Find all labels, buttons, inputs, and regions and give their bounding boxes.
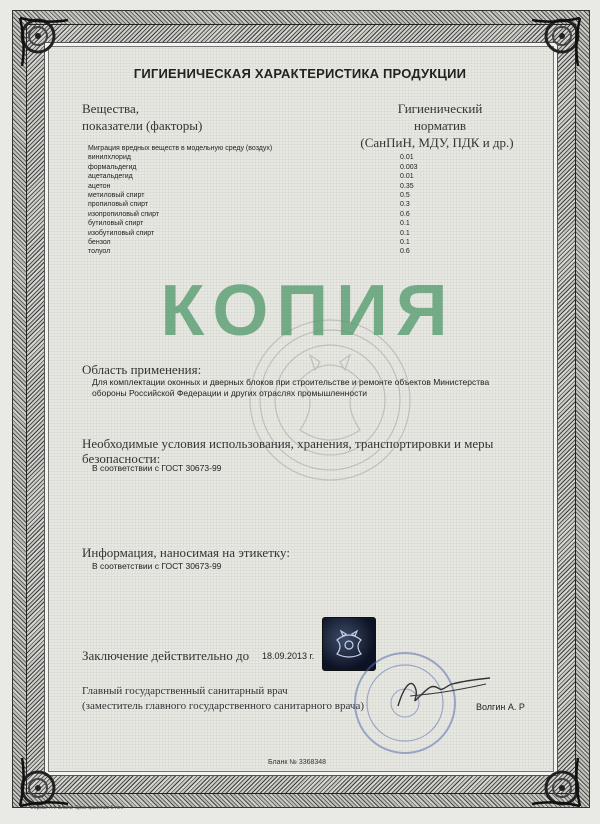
ornament-corner-icon bbox=[524, 750, 584, 810]
substance-name: ацетон bbox=[88, 182, 111, 190]
norm-value: 0.5 bbox=[400, 192, 410, 200]
substance-name: изопропиловый спирт bbox=[88, 210, 160, 218]
label-info-label: Информация, наносимая на этикетку: bbox=[82, 545, 290, 560]
chief-doctor-label bbox=[82, 684, 364, 714]
norm-value: 0.6 bbox=[400, 248, 410, 256]
table-row bbox=[88, 172, 448, 181]
substance-name: метиловый спирт bbox=[88, 192, 145, 200]
norm-header-line: (СанПиН, МДУ, ПДК и др.) bbox=[360, 135, 514, 150]
signer-name: Волгин А. Р bbox=[476, 702, 525, 712]
substance-name: винилхлорид bbox=[88, 154, 131, 162]
form-footer: Формат А4. Бланк. Срок хранения 5 лет. bbox=[30, 805, 124, 811]
substances-header-line: Вещества, bbox=[82, 101, 139, 116]
substance-name: пропиловый спирт bbox=[88, 201, 149, 209]
norm-value: 0.6 bbox=[400, 210, 410, 218]
chief-doctor-line: Главный государственный санитарный врач bbox=[82, 685, 288, 697]
conditions-label: Необходимые условия использования, хранения, транспортировки и меры безопасности: bbox=[82, 436, 494, 466]
norm-value: 0.3 bbox=[400, 201, 410, 209]
chief-doctor-line: (заместитель главного государственного санитарного врача) bbox=[82, 700, 365, 712]
ornament-corner-icon bbox=[524, 14, 584, 74]
validity-label: Заключение действительно до bbox=[82, 648, 250, 663]
application-area-label: Область применения: bbox=[82, 362, 202, 377]
ornament-corner-icon bbox=[16, 750, 76, 810]
norm-value: 0.1 bbox=[400, 220, 410, 228]
norm-value: 0.01 bbox=[400, 154, 414, 162]
substance-name: изобутиловый спирт bbox=[88, 229, 155, 237]
norm-value: 0.35 bbox=[400, 182, 414, 190]
label-info-text: В соответствии с ГОСТ 30673-99 bbox=[92, 561, 222, 571]
table-heading: Миграция вредных веществ в модельную среду (воздух) bbox=[88, 145, 273, 152]
table-row bbox=[88, 219, 448, 228]
substance-name: бутиловый спирт bbox=[88, 220, 144, 228]
table-row bbox=[88, 182, 448, 191]
substances-header bbox=[82, 100, 202, 134]
substance-name: формальдегид bbox=[88, 163, 137, 171]
table-row bbox=[88, 200, 448, 209]
norm-value: 0.01 bbox=[400, 173, 414, 181]
table-row bbox=[88, 153, 448, 162]
substance-name: бензол bbox=[88, 239, 111, 247]
table-row bbox=[88, 163, 448, 172]
norm-value: 0.1 bbox=[400, 239, 410, 247]
ornament-corner-icon bbox=[16, 14, 76, 74]
copy-watermark: КОПИЯ bbox=[160, 271, 456, 351]
application-area-text: Для комплектации оконных и дверных блоков при строительстве и ремонте объектов Министерства обороны Российской Федерации и других отраслях промышленности bbox=[92, 377, 490, 398]
table-row bbox=[88, 191, 448, 200]
migration-table bbox=[88, 144, 448, 257]
table-row bbox=[88, 238, 448, 247]
table-row bbox=[88, 229, 448, 238]
document-title: ГИГИЕНИЧЕСКАЯ ХАРАКТЕРИСТИКА ПРОДУКЦИИ bbox=[133, 66, 467, 81]
norm-value: 0.003 bbox=[400, 163, 418, 171]
table-row bbox=[88, 210, 448, 219]
table-row bbox=[88, 247, 448, 256]
conditions-text: В соответствии с ГОСТ 30673-99 bbox=[92, 463, 222, 473]
substance-name: толуол bbox=[88, 248, 111, 256]
substance-name: ацетальдегид bbox=[88, 173, 133, 181]
substances-header-line: показатели (факторы) bbox=[82, 118, 203, 133]
blank-number: Бланк № 3368348 bbox=[268, 759, 327, 766]
norm-header-line: Гигиенический bbox=[397, 101, 483, 116]
norm-value: 0.1 bbox=[400, 229, 410, 237]
validity-date: 18.09.2013 г. bbox=[262, 651, 315, 661]
norm-header-line: норматив bbox=[413, 118, 467, 133]
